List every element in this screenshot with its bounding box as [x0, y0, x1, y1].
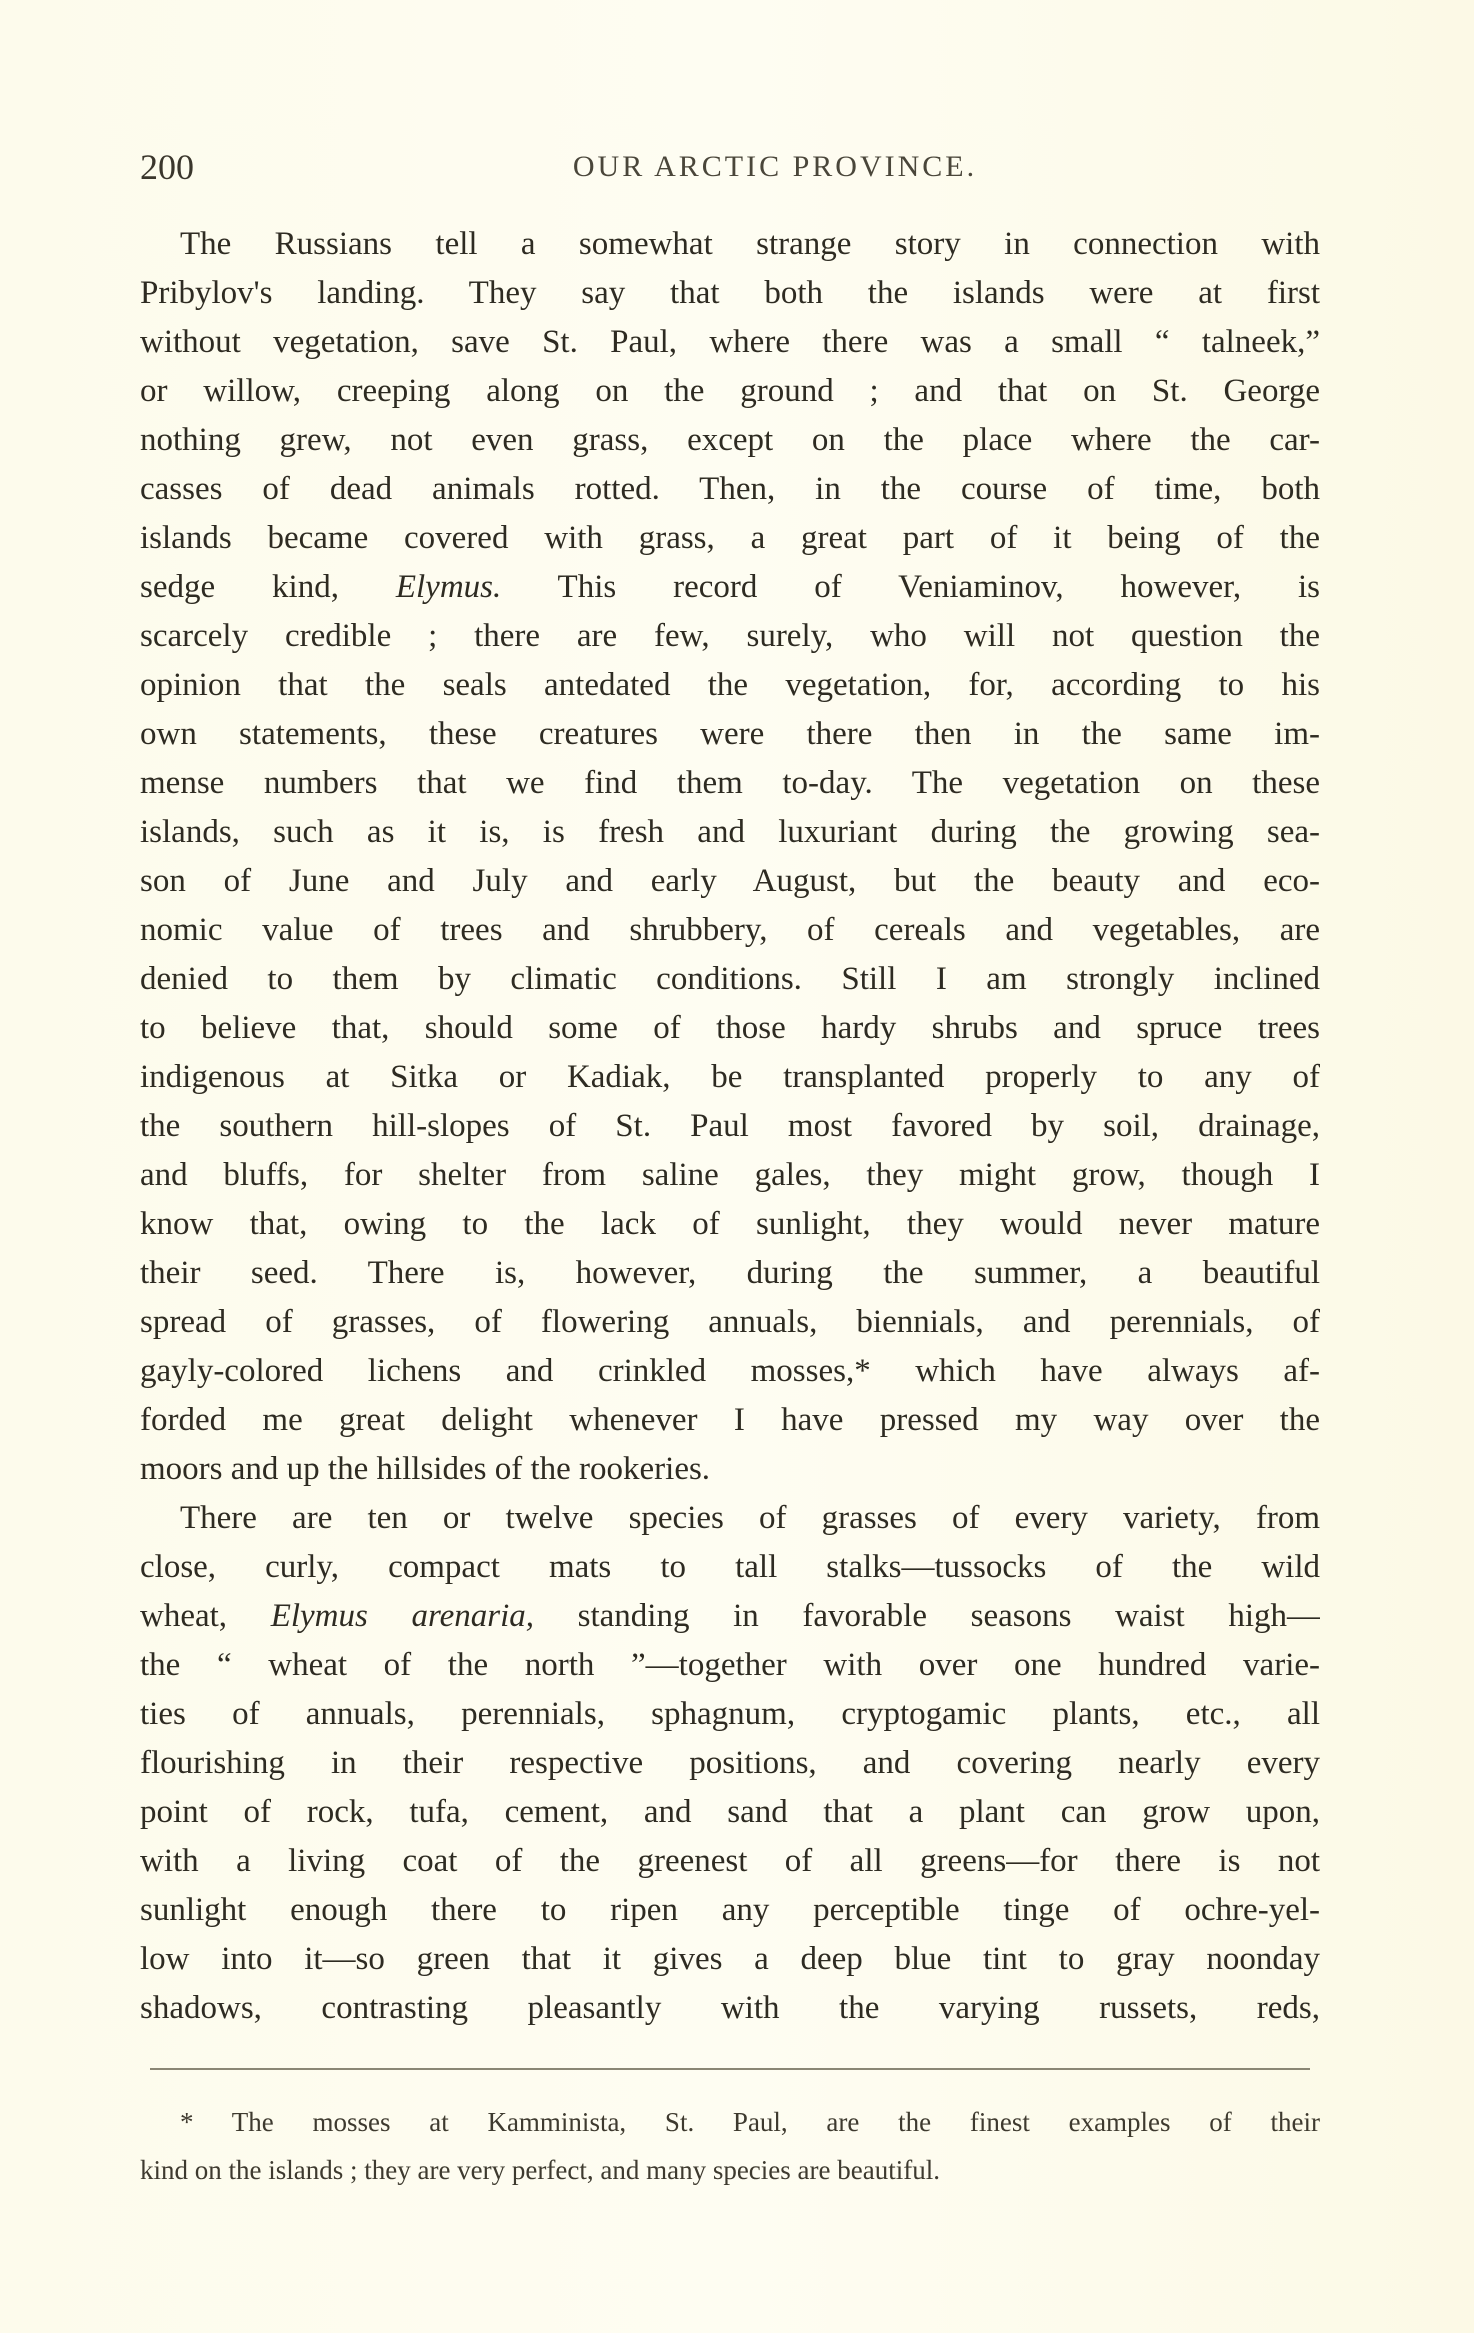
text-line: casses of dead animals rotted. Then, in the course of time, both — [140, 471, 1320, 507]
text-line: There are ten or twelve species of grasses of every variety, from — [180, 1500, 1320, 1536]
text-line: their seed. There is, however, during the summer, a beautiful — [140, 1255, 1320, 1291]
text-line: and bluffs, for shelter from saline gales, they might grow, though I — [140, 1157, 1320, 1193]
footnote — [140, 2098, 1320, 2194]
text-line: gayly-colored lichens and crinkled mosses,* which have always af- — [140, 1353, 1320, 1389]
body-text — [140, 220, 1320, 2033]
text-line: or willow, creeping along on the ground ; and that on St. George — [140, 373, 1320, 409]
text-line: close, curly, compact mats to tall stalks—tussocks of the wild — [140, 1549, 1320, 1585]
text-line: moors and up the hillsides of the rookeries. — [140, 1451, 711, 1487]
footnote-line: kind on the islands ; they are very perfect, and many species are beautiful. — [140, 2155, 940, 2185]
text-line: spread of grasses, of flowering annuals, biennials, and perennials, of — [140, 1304, 1320, 1340]
text-line: to believe that, should some of those hardy shrubs and spruce trees — [140, 1010, 1320, 1046]
text-segment: sedge kind, — [140, 569, 396, 605]
text-line: son of June and July and early August, but the beauty and eco- — [140, 863, 1320, 899]
text-line: sunlight enough there to ripen any perceptible tinge of ochre-yel- — [140, 1892, 1320, 1928]
text-line: without vegetation, save St. Paul, where there was a small “ talneek,” — [140, 324, 1320, 360]
text-segment: wheat, — [140, 1598, 271, 1634]
text-line: flourishing in their respective positions, and covering nearly every — [140, 1745, 1320, 1781]
text-line: islands became covered with grass, a great part of it being of the — [140, 520, 1320, 556]
text-line: own statements, these creatures were there then in the same im- — [140, 716, 1320, 752]
text-line: scarcely credible ; there are few, surely, who will not question the — [140, 618, 1320, 654]
text-line: denied to them by climatic conditions. Still I am strongly inclined — [140, 961, 1320, 997]
text-line: point of rock, tufa, cement, and sand that a plant can grow upon, — [140, 1794, 1320, 1830]
text-line — [140, 1592, 1320, 1641]
paragraph-1 — [140, 220, 1320, 1494]
text-line — [140, 563, 1320, 612]
footnote-rule — [150, 2068, 1310, 2070]
page-number: 200 — [140, 147, 194, 187]
text-line: with a living coat of the greenest of all greens—for there is not — [140, 1843, 1320, 1879]
running-title: OUR ARCTIC PROVINCE. — [572, 150, 978, 183]
text-line: forded me great delight whenever I have pressed my way over the — [140, 1402, 1320, 1438]
text-line: islands, such as it is, is fresh and luxuriant during the growing sea- — [140, 814, 1320, 850]
text-line: nothing grew, not even grass, except on the place where the car- — [140, 422, 1320, 458]
italic-species-name: Elymus arenaria, — [270, 1598, 534, 1634]
text-segment: standing in favorable seasons waist high— — [534, 1598, 1320, 1634]
text-line: know that, owing to the lack of sunlight, they would never mature — [140, 1206, 1320, 1242]
text-line: indigenous at Sitka or Kadiak, be transplanted properly to any of — [140, 1059, 1320, 1095]
text-line: shadows, contrasting pleasantly with the varying russets, reds, — [140, 1990, 1320, 2026]
text-line: mense numbers that we find them to-day. The vegetation on these — [140, 765, 1320, 801]
text-line: nomic value of trees and shrubbery, of cereals and vegetables, are — [140, 912, 1320, 948]
footnote-line: * The mosses at Kamminista, St. Paul, are the finest examples of their — [180, 2107, 1320, 2137]
text-line: Pribylov's landing. They say that both the islands were at first — [140, 275, 1320, 311]
paragraph-2 — [140, 1494, 1320, 2033]
italic-genus-name: Elymus. — [395, 569, 502, 605]
text-line: opinion that the seals antedated the vegetation, for, according to his — [140, 667, 1320, 703]
text-segment: This record of Veniaminov, however, is — [501, 569, 1320, 605]
running-head — [140, 142, 1320, 192]
text-line: ties of annuals, perennials, sphagnum, cryptogamic plants, etc., all — [140, 1696, 1320, 1732]
text-line: the southern hill-slopes of St. Paul most favored by soil, drainage, — [140, 1108, 1320, 1144]
text-line: The Russians tell a somewhat strange story in connection with — [180, 226, 1320, 262]
text-line: low into it—so green that it gives a deep blue tint to gray noonday — [140, 1941, 1320, 1977]
text-line: the “ wheat of the north ”—together with over one hundred varie- — [140, 1647, 1320, 1683]
